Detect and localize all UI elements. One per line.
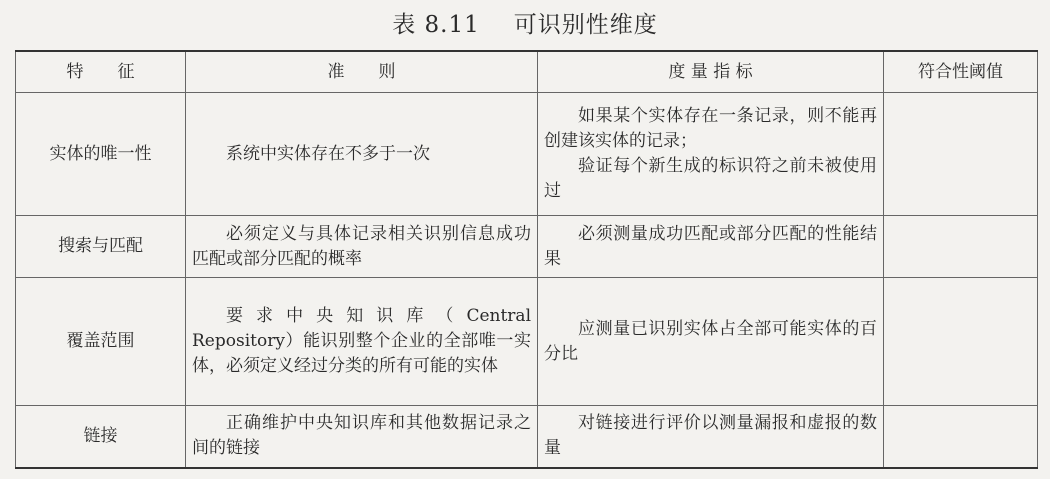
table-row [16,406,1038,468]
metric-cell: 如果某个实体存在一条记录，则不能再创建该实体的记录； 验证每个新生成的标识符之前未被使用过 [538,93,884,216]
metric-cell: 应测量已识别实体占全部可能实体的百分比 [538,278,884,406]
criterion-cell: 系统中实体存在不多于一次 [186,93,538,216]
table-row [16,216,1038,278]
criterion-cell: 必须定义与具体记录相关识别信息成功匹配或部分匹配的概率 [186,216,538,278]
feature-cell: 实体的唯一性 [16,93,186,216]
header-metric: 度 量 指 标 [538,51,884,93]
metric-cell: 必须测量成功匹配或部分匹配的性能结果 [538,216,884,278]
feature-cell: 链接 [16,406,186,468]
identifiability-table [15,50,1038,469]
table-row [16,278,1038,406]
header-criterion: 准 则 [186,51,538,93]
table-row [16,93,1038,216]
threshold-cell [884,216,1038,278]
threshold-cell [884,93,1038,216]
header-threshold: 符合性阈值 [884,51,1038,93]
feature-cell: 覆盖范围 [16,278,186,406]
threshold-cell [884,278,1038,406]
header-feature: 特 征 [16,51,186,93]
table-number: 表 8.11 [392,12,480,38]
header-row [16,51,1038,93]
threshold-cell [884,406,1038,468]
metric-cell: 对链接进行评价以测量漏报和虚报的数量 [538,406,884,468]
table-caption [0,6,1050,39]
criterion-cell: 正确维护中央知识库和其他数据记录之间的链接 [186,406,538,468]
criterion-cell: 要求中央知识库（Central Repository）能识别整个企业的全部唯一实体，必须定义经过分类的所有可能的实体 [186,278,538,406]
feature-cell: 搜索与匹配 [16,216,186,278]
table-title: 可识别性维度 [513,12,658,38]
